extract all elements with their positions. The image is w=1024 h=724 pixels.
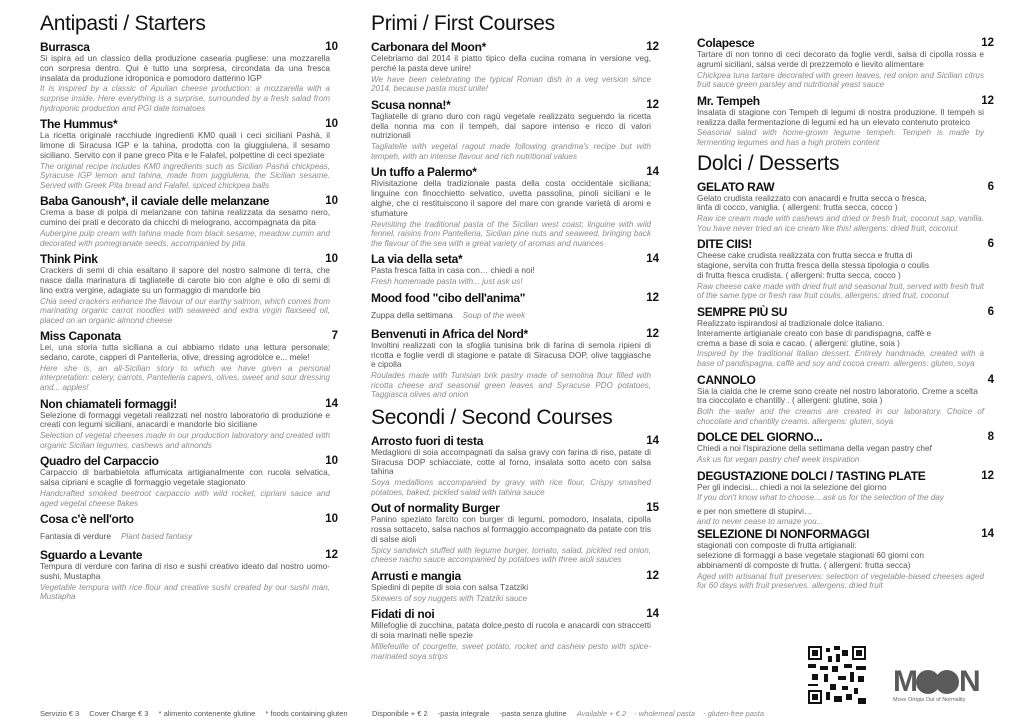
menu-item xyxy=(371,433,659,498)
menu-item xyxy=(40,512,338,544)
menu-item xyxy=(371,97,659,162)
item-price: 12 xyxy=(646,98,659,111)
item-price: 10 xyxy=(325,195,338,208)
menu-item xyxy=(371,252,659,287)
note-english: and to never cease to amaze you... xyxy=(697,516,824,526)
item-description-it: Celebriamo dal 2014 il piatto tipico della cucina romana in versione veg, perché la pasta deve unire! xyxy=(371,53,651,73)
item-description-en: Tagliatelle with vegetal ragout made following grandma's recipe but with tempeh, with an intense flavour and rich nutritional values xyxy=(371,142,651,161)
item-description-en: Soup of the week xyxy=(462,310,526,320)
item-name: Think Pink xyxy=(40,252,98,267)
qr-code-icon[interactable] xyxy=(808,645,866,705)
section-title-starters: Antipasti / Starters xyxy=(40,12,206,35)
item-price: 12 xyxy=(646,570,659,583)
item-name: Sguardo a Levante xyxy=(40,548,143,563)
item-price: 14 xyxy=(646,166,659,179)
item-description-en: Millefeuille of courgette, sweet potato, rocket and cashew pesto with spice-marinated soya strips xyxy=(371,642,651,661)
section-title-second-courses: Secondi / Second Courses xyxy=(371,405,613,429)
available-en: Available + € 2 xyxy=(576,709,627,718)
item-description-en: Handcrafted smoked beetroot carpaccio with wild rocket, cipriani sauce and aged vegetal cheese flakes xyxy=(40,489,330,508)
gluten-note-en: * foods containing gluten xyxy=(265,709,348,718)
item-description-en: Roulades made with Tunisian brik pastry made of semolina flour filled with ricotta cheese and seasonal green leaves and Syracuse PDO potatoes, Taggiasca olives and onion xyxy=(371,371,651,400)
item-description-en: Both the wafer and the creams are created in our laboratory. Choice of chocolate and chantilly creams. allergens: gluten, soya xyxy=(697,407,984,426)
item-description-it: Fantasia di verdure xyxy=(40,531,112,542)
menu-item xyxy=(40,117,338,190)
menu-item xyxy=(697,93,994,148)
item-name: Benvenuti in Africa del Nord* xyxy=(371,326,528,341)
wholemeal-en: - wholemeal pasta xyxy=(634,709,696,718)
item-price: 14 xyxy=(646,434,659,447)
menu-item xyxy=(40,454,338,508)
item-description-en: Vegetable tempura with rice flour and creative sushi created by our sushi man, Mustapha xyxy=(40,582,330,602)
item-description-it: Lei, una storia tutta siciliana a cui abbiamo ridato una lettura personale: sedano, carote, capperi di Pantelleria, olive, dressing agrodolce e... mele! xyxy=(40,342,330,363)
menu-item xyxy=(40,194,338,248)
item-description-en: Raw ice cream made with cashews and dried or fresh fruit, coconut sap, vanilla. You have never tried an ice cream like this! allergens: dried fruit, coconut xyxy=(697,214,984,233)
item-name: CANNOLO xyxy=(697,372,756,387)
item-description-it: Crackers di semi di chia esaltano il sapore del nostro salmone di terra, che nasce dalla marinatura di tagliatelle di carote bio con alghe e olio di semi di lino extra vergine, adagiate su un formaggio di mandorle bio xyxy=(40,265,330,295)
item-description-it: Insalata di stagione con Tempeh di legumi di nostra produzione. Il tempeh si realizza dalla fermentazione di legumi ed ha un elevato contenuto proteico xyxy=(697,106,984,127)
menu-item xyxy=(40,40,338,113)
item-name: Non chiamateli formaggi! xyxy=(40,396,177,411)
item-description-it: La ricetta originale racchiude ingredienti KM0 quali i ceci siciliani Pashà, il limone di Siracusa IGP e la tahina, prodotta con la giuggiulena, il sesamo siciliano. Servito con il pane greco Pita e le Falafel, polpettine di ceci speziate xyxy=(40,130,330,160)
item-description-it: Si ispira ad un classico della produzione casearia pugliese: una mozzarella con sorpresa dentro. Qui è tutto una sorpresa, circondata da una fresca insalata da produzione idroponica e pomodoro datterino IGP xyxy=(40,53,330,83)
item-price: 6 xyxy=(987,238,994,251)
item-name: Mood food "cibo dell'anima" xyxy=(371,290,526,305)
item-name: DITE CIIS! xyxy=(697,237,753,252)
item-description-it: Cheese cake crudista realizzata con frutta secca e frutta di stagione, servita con frutta fresca della stessa tipologia o coulis di frutta fresca crudista. ( allergeni: frutta secca, cocco ) xyxy=(697,250,929,280)
menu-item xyxy=(371,165,659,248)
item-description-it: Spiedini di pepite di soia con salsa Tzatziki xyxy=(371,582,529,593)
cover-charge: Cover Charge € 3 xyxy=(89,709,149,718)
logo-mark: M N xyxy=(893,665,979,698)
item-description-en: Plant based fantasy xyxy=(121,532,193,542)
item-price: 12 xyxy=(646,291,659,304)
item-description-it: Chiedi a noi l'ispirazione della settimana della vegan pastry chef xyxy=(697,443,932,454)
item-name: Out of normality Burger xyxy=(371,501,500,516)
item-description-en: The original recipe includes KM0 ingredients such as Sicilian Pashà chickpeas, Syracuse IGP lemon and tahina, made from juggiulena, the Sicilian sesame. Served with Greek Pita bread and Falafel, spiced chickpea balls xyxy=(40,161,330,190)
menu-item xyxy=(371,569,659,603)
item-price: 12 xyxy=(981,469,994,482)
item-price: 12 xyxy=(646,41,659,53)
item-description-it: Realizzato ispirandosi al tradizionale dolce italiano. Interamente artigianale creato con base di pandispagna, caffè e crema a base di soia e cacao. ( allergeni: glutine, soia ) xyxy=(697,317,932,348)
item-price: 10 xyxy=(325,513,338,526)
item-name: SELEZIONE DI NONFORMAGGI xyxy=(697,527,870,542)
item-description-it: Tempura di verdure con farina di riso e sushi creativo ideato dal nostro uomo-sushi, Mustapha xyxy=(40,561,330,582)
item-description-en: Spicy sandwich stuffed with legume burger, tomato, salad, pickled red onion, cheese nacho sauce accompanied by potatoes with three aioli sauces xyxy=(371,545,651,565)
logo-tagline: Move Ortigia Out of Normality xyxy=(893,697,966,703)
item-description-en: Chia seed crackers enhance the flavour of our earthy salmon, which comes from marinating organic carrot noodles with seaweed and extra virgin flaxseed oil, placed on an organic almond cheese xyxy=(40,296,330,325)
item-description-en: Aged with artisanal fruit preserves: selection of vegetable-based cheeses aged for 60 days with fruit preserves. allergens: dried fruit xyxy=(697,571,984,591)
menu-item xyxy=(40,252,338,325)
menu-item xyxy=(697,468,994,503)
item-name: Carbonara del Moon* xyxy=(371,40,486,54)
item-price: 12 xyxy=(646,327,659,340)
item-description-en: Chickpea tuna tartare decorated with green leaves, red onion and Sicilian citrus fruit sauce green parsley and nutritional yeast sauce xyxy=(697,70,984,90)
item-description-en: If you don't know what to choose... ask us for the selection of the day xyxy=(697,493,944,503)
menu-item xyxy=(697,527,994,591)
menu-item xyxy=(371,40,659,94)
menu-item xyxy=(371,501,659,565)
menu-item xyxy=(371,607,659,661)
item-name: Arrosto fuori di testa xyxy=(371,433,484,448)
item-description-it: Sia la cialda che le creme sono create nel nostro laboratorio. Creme a scelta tra cioccolato e chantilly . ( allergeni: glutine, soia ) xyxy=(697,385,978,406)
item-name: Mr. Tempeh xyxy=(697,93,760,108)
menu-item xyxy=(697,179,994,234)
item-description-it: stagionati con composte di frutta artigianali: selezione di formaggi a base vegetale stagionati 60 giorni con abbinamenti di composte di frutta. ( allergeni: frutta secca) xyxy=(697,540,924,571)
item-price: 14 xyxy=(646,608,659,621)
item-description-en: Here she is, an all-Sicilian story to which we have given a personal interpretation: celery, carrots, Pantelleria capers, olives, sweet and sour dressing and... apples! xyxy=(40,363,330,393)
menu-item xyxy=(697,36,994,90)
item-name: GELATO RAW xyxy=(697,179,775,194)
moon-logo xyxy=(893,665,988,703)
menu-item xyxy=(40,548,338,602)
item-name: Scusa nonna!* xyxy=(371,97,451,112)
wholemeal-it: -pasta integrale xyxy=(437,709,490,718)
item-price: 12 xyxy=(981,37,994,49)
item-description-it: Gelato crudista realizzato con anacardi e frutta secca o fresca, linfa di cocco, vaniglia. ( allergeni: frutta secca, cocco ) xyxy=(697,192,927,213)
item-description-en: Raw cheese cake made with dried fruit and seasonal fruit, served with fresh fruit of the same type or fresh raw fruit coulis. allergens: dried fruit, coconut xyxy=(697,281,984,301)
item-description-en: It is inspired by a classic of Apulian cheese production: a mozzarella with a surprise inside. Here everything is a surprise, surrounded by a fresh salad from hydroponic production and PGI date tomatoes xyxy=(40,84,330,113)
item-description-it: Crema a base di polpa di melanzane con tahina realizzata da sesamo nero, cumino dei prati e decorato da chicchi di melograno, accompagnata da pita xyxy=(40,207,330,228)
item-description-it: Medaglioni di soia accompagnati da salsa gravy con farina di riso, patate di Siracusa DOP schiacciate, cotte al forno, insalata sotto aceto con salsa tahina xyxy=(371,446,651,477)
first-second-courses-column xyxy=(371,12,659,665)
item-price: 12 xyxy=(325,549,338,562)
item-description-en: Fresh homemade pasta with... just ask us! xyxy=(371,277,523,287)
item-description-it: Millefoglie di zucchina, patata dolce,pesto di rucola e anacardi con straccetti di soia marinati nelle spezie xyxy=(371,620,651,641)
item-description-en: Ask us for vegan pastry chef week inspiration xyxy=(697,455,860,465)
item-price: 12 xyxy=(981,94,994,107)
item-price: 10 xyxy=(325,253,338,266)
item-price: 14 xyxy=(325,397,338,410)
gluten-note-it: * alimento contenente glutine xyxy=(158,709,256,718)
item-name: DOLCE DEL GIORNO... xyxy=(697,430,823,445)
item-description-en: Revisiting the traditional pasta of the Sicilian west coast; linguine with wild fennel, raisins from Pantelleria, Sicilian pine nuts and seaweed, bringing back the flavour of the sea with a great variety of aromas and nuances xyxy=(371,219,651,248)
item-description-en: Seasonal salad with home-grown legume tempeh. Tempeh is made by fermenting legumes and has a high protein content xyxy=(697,128,984,147)
item-description-it: Per gli indecisi... chiedi a noi la selezione del giorno xyxy=(697,481,887,492)
available-it: Disponibile + € 2 xyxy=(372,709,428,718)
item-description-it: Tartare di non tonno di ceci decorato da foglie verdi, salsa di cipolla rossa e agrumi siciliani, salsa verde di prezzemolo e lievito alimentare xyxy=(697,49,984,69)
item-name: Colapesce xyxy=(697,36,755,50)
item-name: Cosa c'è nell'orto xyxy=(40,512,134,527)
glutenfree-en: - gluten-free pasta xyxy=(703,709,765,718)
item-description-en: Selection of vegetal cheeses made in our production laboratory and created with organic Sicilian legumes, cashews and almonds xyxy=(40,431,330,450)
item-description-en: Aubergine pulp cream with tahina made from black sesame, meadow cumin and decorated with pomegranate seeds, accompanied by pita xyxy=(40,228,330,248)
item-description-it: Involtini realizzati con la sfoglia tunisina brik di farina di semola ripieni di ricotta e foglie verdi di stagione e patate di Siracusa DOP, olive taggiasche e cipolla xyxy=(371,339,651,370)
note-italian: e per non smettere di stupirvi… xyxy=(697,506,813,517)
footer-service-notes xyxy=(40,709,356,718)
item-description-it: Rivisitazione della tradizionale pasta della costa occidentale siciliana; linguine con finocchietto selvatico, uvetta passolina, pinoli siciliani e le alghe, che ci restituiscono il sapore del mare con grande varietà di aromi e sfumature xyxy=(371,178,651,218)
item-price: 15 xyxy=(646,502,659,515)
item-description-en: Soya medallions accompanied by gravy with rice flour, Crispy smashed potatoes, baked, pickled salad with tahina sauce xyxy=(371,478,651,497)
item-description-en: We have been celebrating the typical Roman dish in a veg version since 2014, because pasta must unite! xyxy=(371,74,651,94)
item-price: 6 xyxy=(987,305,994,318)
item-price: 8 xyxy=(987,431,994,444)
item-description-it: Selezione di formaggi vegetali realizzati nel nostro laboratorio di produzione e creati con legumi siciliani, anacardi e mandorle bio siciliane xyxy=(40,409,330,430)
item-name: Miss Caponata xyxy=(40,329,121,344)
menu-item xyxy=(40,329,338,393)
menu-item xyxy=(697,304,994,369)
item-price: 10 xyxy=(325,118,338,131)
item-description-en: Inspired by the traditional Italian dessert. Entirely handmade, created with a base of pandispagna, caffè and soy and cocoa cream. allergens: gluten, soya xyxy=(697,349,984,368)
item-name: Burrasca xyxy=(40,40,90,54)
starters-column xyxy=(40,12,338,606)
item-price: 4 xyxy=(987,373,994,386)
item-name: La via della seta* xyxy=(371,252,463,267)
item-description-it: Pasta fresca fatta in casa con… chiedi a noi! xyxy=(371,265,535,276)
menu-item xyxy=(697,430,994,465)
section-title-first-courses: Primi / First Courses xyxy=(371,12,555,35)
item-name: The Hummus* xyxy=(40,117,118,132)
item-description-en: Skewers of soy nuggets with Tzatziki sauce xyxy=(371,593,528,603)
section-title-desserts: Dolci / Desserts xyxy=(697,151,840,175)
item-description-it: Tagliatelle di grano duro con ragù vegetale realizzato seguendo la ricetta della nonna ma con il tempeh, dal sapore intenso e ricco di valori nutrizionali xyxy=(371,110,651,141)
item-description-it: Zuppa della settimana xyxy=(371,309,453,320)
item-price: 6 xyxy=(987,180,994,193)
item-price: 14 xyxy=(646,253,659,266)
item-price: 7 xyxy=(331,330,338,343)
item-name: DEGUSTAZIONE DOLCI / TASTING PLATE xyxy=(697,468,926,483)
item-name: Fidati di noi xyxy=(371,607,435,622)
menu-item xyxy=(371,290,659,323)
menu-item xyxy=(697,237,994,301)
item-description-it: Panino speziato farcito con burger di legumi, pomodoro, insalata, cipolla rossa sottaceto, salsa nachos al formaggio accompagnato da patate con tris di salse aioli xyxy=(371,514,651,545)
dessert-note xyxy=(697,507,984,526)
item-price: 10 xyxy=(325,41,338,53)
item-name: Arrusti e mangia xyxy=(371,569,461,584)
item-price: 10 xyxy=(325,455,338,468)
item-name: Baba Ganoush*, il caviale delle melanzane xyxy=(40,194,270,209)
menu-item xyxy=(697,372,994,427)
service-charge: Servizio € 3 xyxy=(40,709,80,718)
menu-item xyxy=(371,326,659,400)
item-name: Un tuffo a Palermo* xyxy=(371,165,477,180)
item-price: 14 xyxy=(981,528,994,541)
glutenfree-it: -pasta senza glutine xyxy=(499,709,567,718)
item-name: SEMPRE PIÙ SU xyxy=(697,304,788,319)
item-name: Quadro del Carpaccio xyxy=(40,454,159,469)
item-description-it: Carpaccio di barbabietola affumicata artigianalmente con rucola selvatica, salsa cipriani e scaglie di formaggio vegetale stagionato xyxy=(40,467,330,488)
footer-pasta-options xyxy=(372,709,770,719)
menu-item xyxy=(40,396,338,451)
seconds-desserts-column xyxy=(697,36,994,595)
